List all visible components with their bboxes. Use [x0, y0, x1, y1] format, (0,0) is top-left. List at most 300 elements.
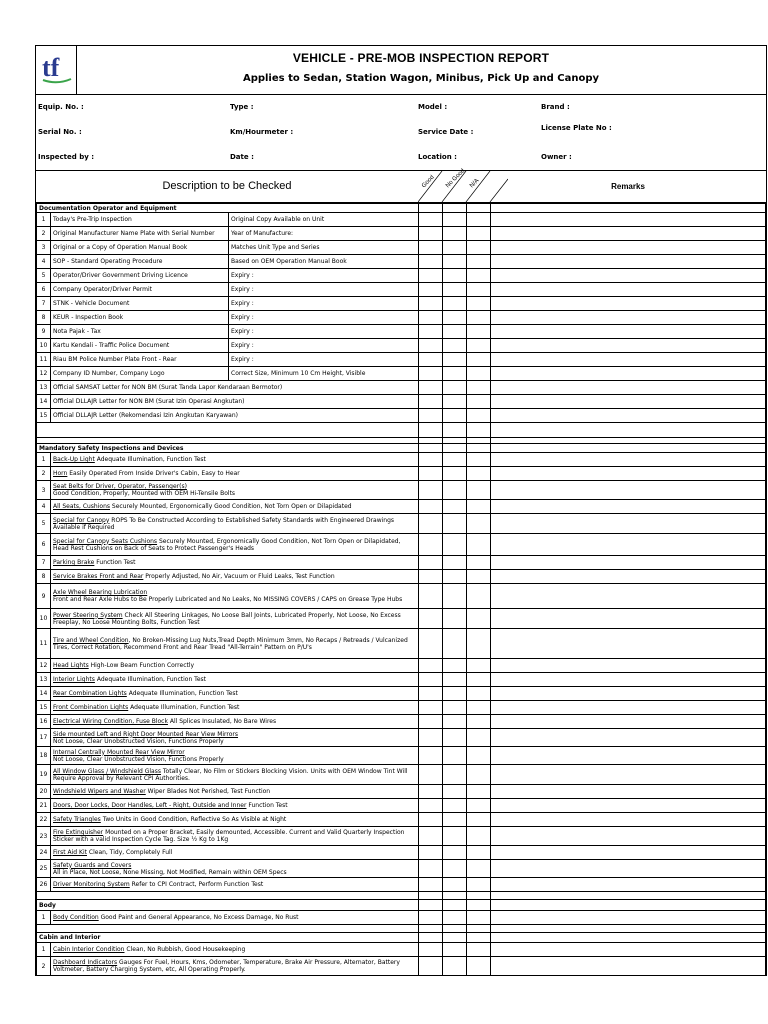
na-label: N/A	[469, 177, 481, 190]
checklist-row	[37, 227, 766, 241]
no-good-check-cell[interactable]	[443, 701, 467, 715]
item-title: Windshield Wipers and Washer	[53, 788, 146, 795]
item-number: 5	[37, 514, 51, 534]
na-check-cell[interactable]	[467, 687, 491, 701]
item-criteria: Not Loose, Clear Unobstructed Vision, Functions Properly	[53, 755, 224, 763]
na-check-cell[interactable]	[467, 204, 491, 213]
type-field[interactable]: Type :	[230, 103, 254, 111]
no-good-check-cell[interactable]	[443, 747, 467, 765]
good-check-cell[interactable]	[419, 353, 443, 367]
checklist-row	[37, 409, 766, 423]
remarks-cell[interactable]	[491, 827, 766, 846]
good-check-cell[interactable]	[419, 846, 443, 860]
checklist-row	[37, 339, 766, 353]
na-check-cell[interactable]	[467, 467, 491, 481]
na-check-cell[interactable]	[467, 715, 491, 729]
no-good-check-cell[interactable]	[443, 813, 467, 827]
good-check-cell[interactable]	[419, 255, 443, 269]
checklist-row	[37, 269, 766, 283]
item-criteria: Mounted on a Proper Bracket, Easily demounted, Accessible. Current and Valid Quarterly Inspection Sticker with a valid Inspection Cycle Tag. Size ½ Kg to 1Kg	[53, 829, 405, 843]
na-check-cell[interactable]	[467, 283, 491, 297]
no-good-check-cell[interactable]	[443, 878, 467, 892]
good-check-cell[interactable]	[419, 311, 443, 325]
item-description	[51, 673, 419, 687]
checklist-row	[37, 799, 766, 813]
remarks-cell[interactable]	[491, 659, 766, 673]
na-check-cell[interactable]	[467, 241, 491, 255]
remarks-cell[interactable]	[491, 395, 766, 409]
na-check-cell[interactable]	[467, 353, 491, 367]
service-date-field[interactable]: Service Date :	[418, 128, 474, 136]
remarks-cell[interactable]	[491, 957, 766, 976]
checklist-row	[37, 325, 766, 339]
good-check-cell[interactable]	[419, 409, 443, 423]
good-check-cell[interactable]	[419, 297, 443, 311]
na-check-cell[interactable]	[467, 269, 491, 283]
remarks-cell[interactable]	[491, 534, 766, 556]
good-check-cell[interactable]	[419, 204, 443, 213]
no-good-check-cell[interactable]	[443, 860, 467, 878]
good-check-cell[interactable]	[419, 584, 443, 609]
no-good-check-cell[interactable]	[443, 925, 467, 933]
good-check-cell[interactable]	[419, 957, 443, 976]
remarks-cell[interactable]	[491, 453, 766, 467]
license-plate-field[interactable]: License Plate No :	[541, 124, 612, 132]
no-good-check-cell[interactable]	[443, 423, 467, 438]
good-check-cell[interactable]	[419, 933, 443, 943]
no-good-check-cell[interactable]	[443, 556, 467, 570]
item-title: Internal Centrally Mounted Rear View Mirror	[53, 748, 185, 756]
remarks-cell[interactable]	[491, 423, 766, 438]
inspected-by-field[interactable]: Inspected by :	[38, 153, 95, 161]
good-check-cell[interactable]	[419, 481, 443, 500]
na-check-cell[interactable]	[467, 311, 491, 325]
blank-row	[37, 423, 766, 438]
na-check-cell[interactable]	[467, 500, 491, 514]
section-title: Cabin and Interior	[37, 933, 419, 943]
na-check-cell[interactable]	[467, 444, 491, 453]
item-number: 13	[37, 381, 51, 395]
good-check-cell[interactable]	[419, 283, 443, 297]
no-good-check-cell[interactable]	[443, 204, 467, 213]
remarks-cell[interactable]	[491, 892, 766, 900]
item-title: Tire and Wheel Condition	[53, 636, 129, 644]
item-criteria: Easily Operated From Inside Driver's Cabin, Easy to Hear	[67, 470, 240, 477]
item-description	[51, 701, 419, 715]
checklist-table	[36, 203, 766, 976]
good-check-cell[interactable]	[419, 570, 443, 584]
remarks-cell[interactable]	[491, 629, 766, 659]
item-title: Service Brakes Front and Rear	[53, 573, 144, 580]
na-check-cell[interactable]	[467, 325, 491, 339]
checklist-row	[37, 367, 766, 381]
no-good-check-cell[interactable]	[443, 453, 467, 467]
good-check-cell[interactable]	[419, 715, 443, 729]
checklist-row	[37, 860, 766, 878]
no-good-check-cell[interactable]	[443, 900, 467, 911]
item-title: All Window Glass / Windshield Glass	[53, 767, 161, 775]
good-check-cell[interactable]	[419, 765, 443, 785]
item-detail: Expiry :	[229, 283, 419, 297]
report-header	[36, 46, 766, 95]
good-check-cell[interactable]	[419, 556, 443, 570]
no-good-check-cell[interactable]	[443, 534, 467, 556]
remarks-cell[interactable]	[491, 860, 766, 878]
remarks-cell[interactable]	[491, 911, 766, 925]
model-field[interactable]: Model :	[418, 103, 448, 111]
item-title: Back-Up Light	[53, 456, 95, 463]
item-description	[51, 827, 419, 846]
remarks-header: Remarks	[611, 182, 645, 191]
item-description: Company Operator/Driver Permit	[51, 283, 229, 297]
na-check-cell[interactable]	[467, 892, 491, 900]
good-check-cell[interactable]	[419, 892, 443, 900]
remarks-cell[interactable]	[491, 900, 766, 911]
owner-field[interactable]: Owner :	[541, 153, 572, 161]
item-number: 25	[37, 860, 51, 878]
na-check-cell[interactable]	[467, 878, 491, 892]
no-good-check-cell[interactable]	[443, 659, 467, 673]
no-good-check-cell[interactable]	[443, 241, 467, 255]
good-check-cell[interactable]	[419, 534, 443, 556]
no-good-check-cell[interactable]	[443, 444, 467, 453]
good-check-cell[interactable]	[419, 453, 443, 467]
checklist-row	[37, 453, 766, 467]
checklist-row	[37, 556, 766, 570]
remarks-cell[interactable]	[491, 729, 766, 747]
item-detail: Expiry :	[229, 297, 419, 311]
na-check-cell[interactable]	[467, 255, 491, 269]
item-description	[51, 747, 419, 765]
remarks-cell[interactable]	[491, 409, 766, 423]
item-number: 13	[37, 673, 51, 687]
good-check-cell[interactable]	[419, 900, 443, 911]
checklist-row	[37, 957, 766, 976]
good-check-cell[interactable]	[419, 467, 443, 481]
na-check-cell[interactable]	[467, 409, 491, 423]
item-description: Original Manufacturer Name Plate with Serial Number	[51, 227, 229, 241]
na-check-cell[interactable]	[467, 846, 491, 860]
remarks-cell[interactable]	[491, 325, 766, 339]
no-good-check-cell[interactable]	[443, 911, 467, 925]
na-check-cell[interactable]	[467, 933, 491, 943]
na-check-cell[interactable]	[467, 765, 491, 785]
na-check-cell[interactable]	[467, 729, 491, 747]
remarks-cell[interactable]	[491, 255, 766, 269]
good-check-cell[interactable]	[419, 367, 443, 381]
item-detail: Matches Unit Type and Series	[229, 241, 419, 255]
location-field[interactable]: Location :	[418, 153, 457, 161]
remarks-cell[interactable]	[491, 297, 766, 311]
item-number: 5	[37, 269, 51, 283]
na-check-cell[interactable]	[467, 813, 491, 827]
good-check-cell[interactable]	[419, 381, 443, 395]
blank-row	[37, 925, 766, 933]
no-good-check-cell[interactable]	[443, 255, 467, 269]
item-title: Safety Triangles	[53, 816, 101, 823]
na-check-cell[interactable]	[467, 900, 491, 911]
no-good-check-cell[interactable]	[443, 570, 467, 584]
serial-no-field[interactable]: Serial No. :	[38, 128, 82, 136]
na-check-cell[interactable]	[467, 659, 491, 673]
na-check-cell[interactable]	[467, 381, 491, 395]
remarks-cell[interactable]	[491, 943, 766, 957]
good-check-cell[interactable]	[419, 878, 443, 892]
no-good-check-cell[interactable]	[443, 381, 467, 395]
na-check-cell[interactable]	[467, 673, 491, 687]
na-check-cell[interactable]	[467, 339, 491, 353]
no-good-check-cell[interactable]	[443, 729, 467, 747]
na-check-cell[interactable]	[467, 957, 491, 976]
good-check-cell[interactable]	[419, 860, 443, 878]
no-good-check-cell[interactable]	[443, 467, 467, 481]
na-check-cell[interactable]	[467, 514, 491, 534]
good-check-cell[interactable]	[419, 423, 443, 438]
item-description	[51, 453, 419, 467]
item-description: Kartu Kendali - Traffic Police Document	[51, 339, 229, 353]
na-check-cell[interactable]	[467, 297, 491, 311]
remarks-cell[interactable]	[491, 269, 766, 283]
remarks-cell[interactable]	[491, 339, 766, 353]
checklist-row	[37, 311, 766, 325]
no-good-check-cell[interactable]	[443, 500, 467, 514]
no-good-check-cell[interactable]	[443, 367, 467, 381]
good-check-cell[interactable]	[419, 747, 443, 765]
no-good-check-cell[interactable]	[443, 227, 467, 241]
good-check-cell[interactable]	[419, 325, 443, 339]
km-hourmeter-field[interactable]: Km/Hourmeter :	[230, 128, 294, 136]
remarks-cell[interactable]	[491, 444, 766, 453]
na-check-cell[interactable]	[467, 584, 491, 609]
no-good-check-cell[interactable]	[443, 687, 467, 701]
na-check-cell[interactable]	[467, 911, 491, 925]
no-good-check-cell[interactable]	[443, 584, 467, 609]
item-title: Horn	[53, 470, 68, 477]
remarks-cell[interactable]	[491, 609, 766, 629]
good-check-cell[interactable]	[419, 673, 443, 687]
remarks-cell[interactable]	[491, 715, 766, 729]
remarks-cell[interactable]	[491, 353, 766, 367]
no-good-check-cell[interactable]	[443, 297, 467, 311]
remarks-cell[interactable]	[491, 673, 766, 687]
item-description	[51, 860, 419, 878]
no-good-check-cell[interactable]	[443, 892, 467, 900]
good-check-cell[interactable]	[419, 925, 443, 933]
item-number: 8	[37, 570, 51, 584]
remarks-cell[interactable]	[491, 813, 766, 827]
good-check-cell[interactable]	[419, 500, 443, 514]
na-check-cell[interactable]	[467, 453, 491, 467]
good-check-cell[interactable]	[419, 911, 443, 925]
na-check-cell[interactable]	[467, 227, 491, 241]
remarks-cell[interactable]	[491, 747, 766, 765]
no-good-check-cell[interactable]	[443, 673, 467, 687]
remarks-cell[interactable]	[491, 570, 766, 584]
date-field[interactable]: Date :	[230, 153, 254, 161]
remarks-cell[interactable]	[491, 799, 766, 813]
item-title: Dashboard Indicators	[53, 959, 118, 966]
no-good-check-cell[interactable]	[443, 765, 467, 785]
na-check-cell[interactable]	[467, 609, 491, 629]
no-good-check-cell[interactable]	[443, 283, 467, 297]
good-check-cell[interactable]	[419, 799, 443, 813]
no-good-check-cell[interactable]	[443, 629, 467, 659]
no-good-check-cell[interactable]	[443, 846, 467, 860]
good-check-cell[interactable]	[419, 687, 443, 701]
item-criteria: Refer to CPI Contract, Perform Function Test	[129, 881, 264, 888]
item-title: Front Combination Lights	[53, 704, 129, 711]
na-check-cell[interactable]	[467, 827, 491, 846]
remarks-cell[interactable]	[491, 227, 766, 241]
item-number: 12	[37, 659, 51, 673]
no-good-check-cell[interactable]	[443, 785, 467, 799]
good-check-cell[interactable]	[419, 339, 443, 353]
company-logo	[36, 46, 77, 94]
item-title: Safety Guards and Covers	[53, 861, 132, 869]
item-criteria: All in Place, Not Loose, None Missing, Not Modified, Remain within OEM Specs	[53, 868, 287, 876]
item-detail: Year of Manufacture:	[229, 227, 419, 241]
section-header-row	[37, 444, 766, 453]
good-check-cell[interactable]	[419, 395, 443, 409]
item-description: Official SAMSAT Letter for NON BM (Surat Tanda Lapor Kendaraan Bermotor)	[51, 381, 419, 395]
na-check-cell[interactable]	[467, 943, 491, 957]
remarks-cell[interactable]	[491, 785, 766, 799]
good-check-cell[interactable]	[419, 813, 443, 827]
remarks-cell[interactable]	[491, 878, 766, 892]
no-good-check-cell[interactable]	[443, 943, 467, 957]
no-good-check-cell[interactable]	[443, 957, 467, 976]
item-criteria: Securely Mounted, Ergonomically Good Condition, Not Torn Open or Dilapidated, Head Rest Cushions on Back of Seats to Protect Passenger's Heads	[53, 537, 401, 552]
remarks-cell[interactable]	[491, 514, 766, 534]
item-title: Special for Canopy	[53, 516, 110, 524]
equip-no-field[interactable]: Equip. No. :	[38, 103, 84, 111]
na-check-cell[interactable]	[467, 395, 491, 409]
item-detail: Original Copy Available on Unit	[229, 213, 419, 227]
no-good-check-cell[interactable]	[443, 339, 467, 353]
no-good-check-cell[interactable]	[443, 827, 467, 846]
remarks-cell[interactable]	[491, 925, 766, 933]
na-check-cell[interactable]	[467, 556, 491, 570]
remarks-cell[interactable]	[491, 311, 766, 325]
na-check-cell[interactable]	[467, 570, 491, 584]
remarks-cell[interactable]	[491, 701, 766, 715]
brand-field[interactable]: Brand :	[541, 103, 570, 111]
remarks-cell[interactable]	[491, 933, 766, 943]
item-number: 10	[37, 339, 51, 353]
remarks-cell[interactable]	[491, 283, 766, 297]
na-check-cell[interactable]	[467, 747, 491, 765]
checklist-row	[37, 943, 766, 957]
good-check-cell[interactable]	[419, 729, 443, 747]
no-good-check-cell[interactable]	[443, 609, 467, 629]
remarks-cell[interactable]	[491, 584, 766, 609]
checklist-row	[37, 701, 766, 715]
good-check-cell[interactable]	[419, 444, 443, 453]
item-description	[51, 570, 419, 584]
na-check-cell[interactable]	[467, 860, 491, 878]
item-criteria: Two Units in Good Condition, Reflective So As Visible at Night	[100, 816, 287, 823]
remarks-cell[interactable]	[491, 556, 766, 570]
good-check-cell[interactable]	[419, 827, 443, 846]
na-check-cell[interactable]	[467, 534, 491, 556]
checklist-row	[37, 500, 766, 514]
remarks-cell[interactable]	[491, 467, 766, 481]
good-check-cell[interactable]	[419, 514, 443, 534]
na-check-cell[interactable]	[467, 629, 491, 659]
no-good-check-cell[interactable]	[443, 269, 467, 283]
remarks-cell[interactable]	[491, 481, 766, 500]
no-good-check-cell[interactable]	[443, 481, 467, 500]
section-header-row	[37, 900, 766, 911]
good-check-cell[interactable]	[419, 701, 443, 715]
na-check-cell[interactable]	[467, 367, 491, 381]
no-good-check-cell[interactable]	[443, 395, 467, 409]
item-detail: Based on OEM Operation Manual Book	[229, 255, 419, 269]
section-header-row	[37, 933, 766, 943]
na-check-cell[interactable]	[467, 213, 491, 227]
remarks-cell[interactable]	[491, 213, 766, 227]
remarks-cell[interactable]	[491, 204, 766, 213]
good-check-cell[interactable]	[419, 609, 443, 629]
no-good-check-cell[interactable]	[443, 715, 467, 729]
no-good-check-cell[interactable]	[443, 311, 467, 325]
no-good-check-cell[interactable]	[443, 409, 467, 423]
good-check-cell[interactable]	[419, 241, 443, 255]
checklist-row	[37, 785, 766, 799]
checklist-row	[37, 687, 766, 701]
item-description	[51, 813, 419, 827]
na-check-cell[interactable]	[467, 423, 491, 438]
good-check-cell[interactable]	[419, 785, 443, 799]
no-good-check-cell[interactable]	[443, 799, 467, 813]
no-good-check-cell[interactable]	[443, 514, 467, 534]
good-check-cell[interactable]	[419, 629, 443, 659]
remarks-cell[interactable]	[491, 765, 766, 785]
na-check-cell[interactable]	[467, 785, 491, 799]
remarks-cell[interactable]	[491, 500, 766, 514]
item-number: 19	[37, 765, 51, 785]
remarks-cell[interactable]	[491, 846, 766, 860]
na-check-cell[interactable]	[467, 701, 491, 715]
remarks-cell[interactable]	[491, 241, 766, 255]
checklist-row	[37, 584, 766, 609]
item-number: 10	[37, 609, 51, 629]
good-check-cell[interactable]	[419, 269, 443, 283]
good-check-cell[interactable]	[419, 227, 443, 241]
no-good-check-cell[interactable]	[443, 325, 467, 339]
remarks-cell[interactable]	[491, 687, 766, 701]
good-check-cell[interactable]	[419, 943, 443, 957]
checklist-row	[37, 673, 766, 687]
column-header-row	[36, 168, 766, 203]
remarks-cell[interactable]	[491, 381, 766, 395]
good-check-cell[interactable]	[419, 213, 443, 227]
good-column-header	[418, 171, 442, 202]
item-description	[51, 729, 419, 747]
na-check-cell[interactable]	[467, 925, 491, 933]
no-good-check-cell[interactable]	[443, 933, 467, 943]
checklist-row	[37, 213, 766, 227]
item-detail: Expiry :	[229, 325, 419, 339]
remarks-cell[interactable]	[491, 367, 766, 381]
no-good-check-cell[interactable]	[443, 213, 467, 227]
na-check-cell[interactable]	[467, 799, 491, 813]
no-good-check-cell[interactable]	[443, 353, 467, 367]
item-description	[51, 500, 419, 514]
item-title: Power Steering System	[53, 611, 123, 619]
na-check-cell[interactable]	[467, 481, 491, 500]
good-check-cell[interactable]	[419, 659, 443, 673]
